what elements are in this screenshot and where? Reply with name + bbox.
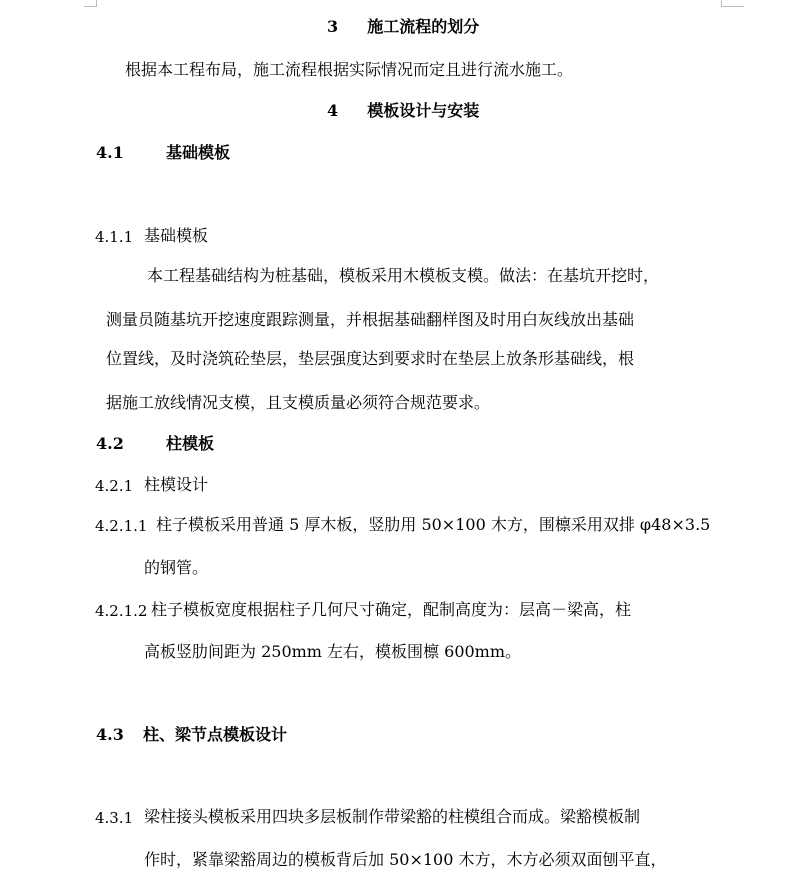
section-4-2-title: 柱模板 xyxy=(166,434,215,453)
paragraph-line: 高板竖肋间距为 250mm 左右，模板围檩 600mm。 xyxy=(144,642,522,661)
paragraph-line: 柱子模板宽度根据柱子几何尺寸确定，配制高度为：层高－梁高，柱 xyxy=(151,600,632,619)
section-4-1-number: 4.1 xyxy=(96,143,124,162)
paragraph-line: 位置线，及时浇筑砼垫层，垫层强度达到要求时在垫层上放条形基础线，根 xyxy=(106,349,635,368)
paragraph-line: 梁柱接头模板采用四块多层板制作带梁豁的柱模组合而成。梁豁模板制 xyxy=(144,807,641,826)
heading-number: 3 xyxy=(327,17,339,36)
section-3-heading xyxy=(327,17,479,37)
page-corner-mark-left xyxy=(84,0,97,7)
paragraph-line: 本工程基础结构为桩基础，模板采用木模板支模。做法：在基坑开挖时， xyxy=(147,266,660,285)
paragraph-line: 测量员随基坑开挖速度跟踪测量，并根据基础翻样图及时用白灰线放出基础 xyxy=(106,310,635,329)
section-4-2-1-title: 柱模设计 xyxy=(144,475,209,494)
section-4-2-1-number: 4.2.1 xyxy=(95,477,134,495)
paragraph-line: 作时，紧靠梁豁周边的模板背后加 50×100 木方，木方必须双面刨平直， xyxy=(144,850,667,869)
paragraph-line: 的钢管。 xyxy=(144,558,209,577)
section-4-2-1-1-number: 4.2.1.1 xyxy=(95,517,148,535)
section-4-3-title: 柱、梁节点模板设计 xyxy=(143,725,288,744)
section-4-3-number: 4.3 xyxy=(96,725,124,744)
paragraph-line: 据施工放线情况支模，且支模质量必须符合规范要求。 xyxy=(106,393,491,412)
section-4-1-1-title: 基础模板 xyxy=(144,226,209,245)
section-4-heading xyxy=(327,101,479,121)
section-4-2-number: 4.2 xyxy=(96,434,124,453)
heading-number: 4 xyxy=(327,101,339,120)
paragraph-line: 柱子模板采用普通 5 厚木板，竖肋用 50×100 木方，围檩采用双排 φ48×3.5 xyxy=(156,515,711,534)
heading-title: 模板设计与安装 xyxy=(367,101,480,120)
section-4-1-title: 基础模板 xyxy=(166,143,231,162)
section-4-1-1-number: 4.1.1 xyxy=(95,228,134,246)
section-3-paragraph: 根据本工程布局，施工流程根据实际情况而定且进行流水施工。 xyxy=(125,60,574,79)
heading-title: 施工流程的划分 xyxy=(367,17,480,36)
section-4-3-1-number: 4.3.1 xyxy=(95,809,134,827)
section-4-2-1-2-number: 4.2.1.2 xyxy=(95,602,148,620)
page-corner-mark-right xyxy=(721,0,744,7)
